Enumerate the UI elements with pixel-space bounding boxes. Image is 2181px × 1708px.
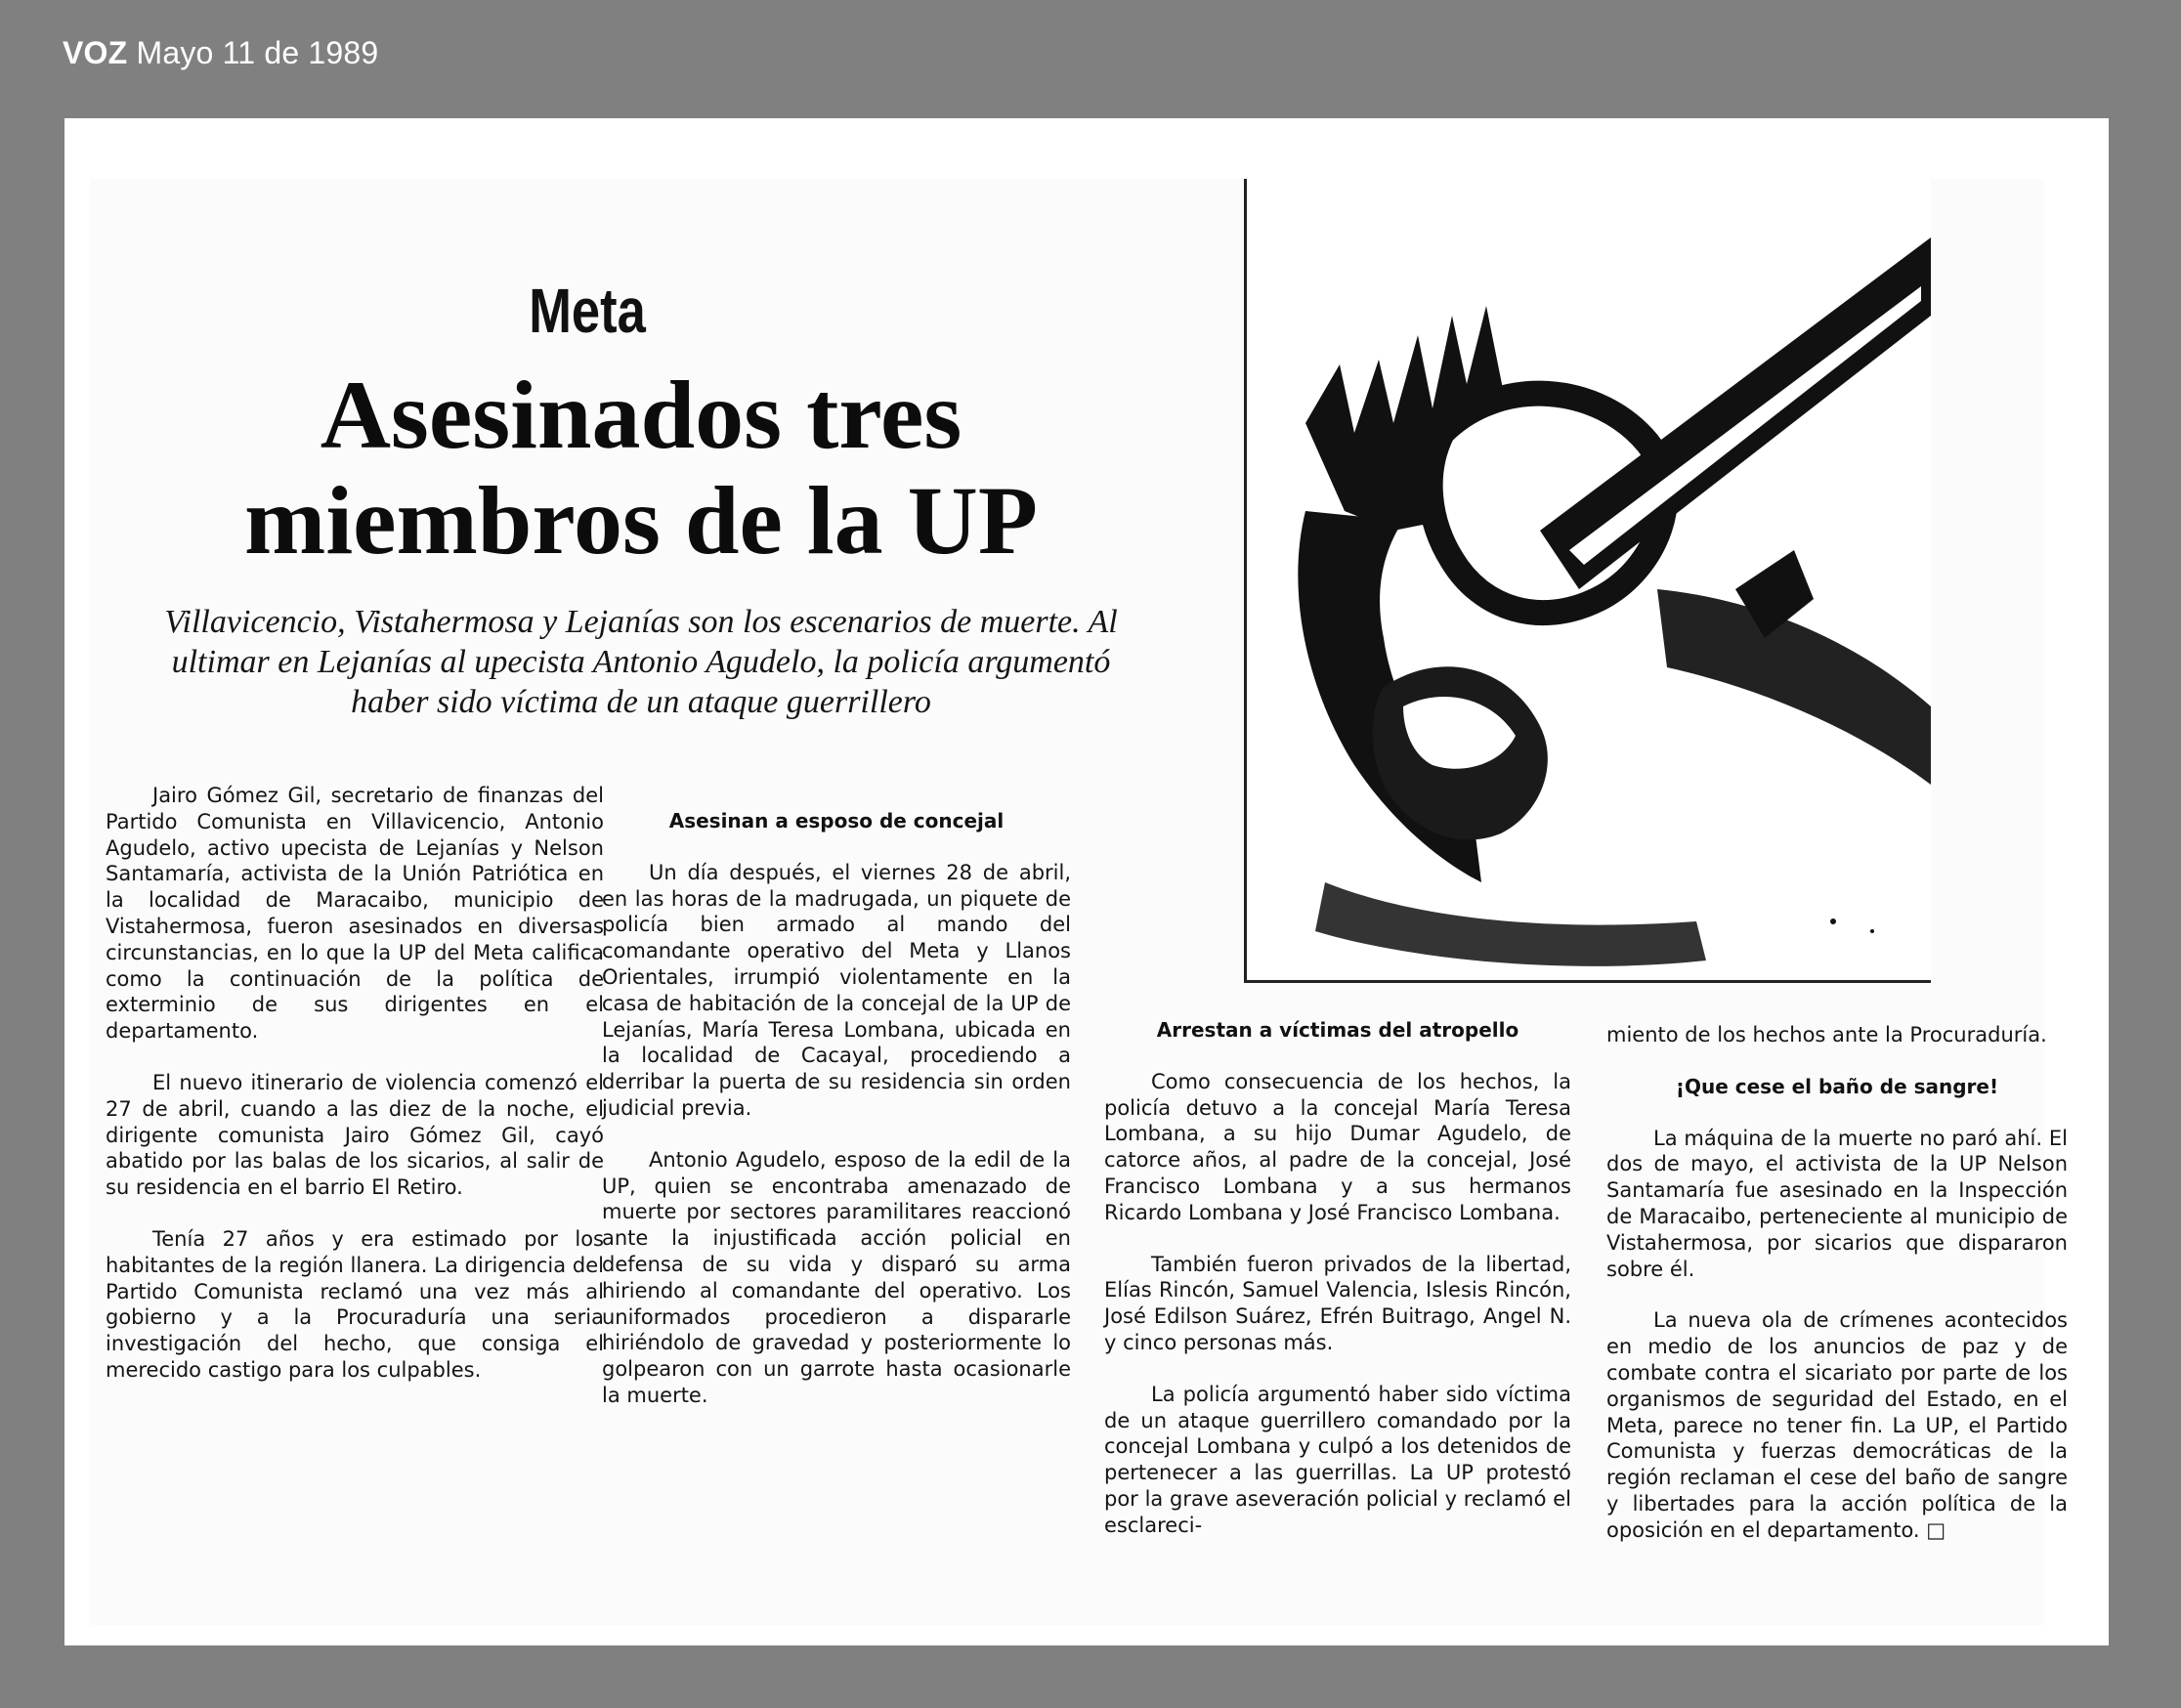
paragraph: Como consecuencia de los hechos, la policía detuvo a la concejal María Teresa Lombana, a su hijo Dumar Agudelo, de catorce años, al padre de la concejal, José Francisco Lombana y a sus hermanos Ricardo Lombana y José Francisco Lombana. [1104,1069,1571,1224]
column-2 [602,808,1071,1434]
paragraph: La policía argumentó haber sido víctima de un ataque guerrillero comandado por la concejal Lombana y culpó a los detenidos de pertenecer a las guerrillas. La UP protestó por la grave aseveración policial y reclamó el esclareci- [1104,1382,1571,1537]
headline-line-2: miembros de la UP [244,466,1038,575]
paragraph-continuation: miento de los hechos ante la Procuraduría. [1606,1023,2047,1046]
article-photo [1244,179,1931,983]
paragraph: Jairo Gómez Gil, secretario de finanzas del Partido Comunista en Villavicencio, Antonio Agudelo, activo upecista de Lejanías y Nelson Santamaría, activista de la Unión Patriótica en la localidad de Maracaibo, municipio de Vistahermosa, fueron asesinados en diversas circunstancias, en lo que la UP del Meta califica como la continuación de la política de exterminio de sus dirigentes en el departamento. [106,784,604,1044]
paragraph: Tenía 27 años y era estimado por los habitantes de la región llanera. La dirigencia del Partido Comunista reclamó una vez más al gobierno y a la Procuraduría una seria investigación del hecho, que consiga el merecido castigo para los culpables. [106,1226,604,1382]
paragraph: La máquina de la muerte no paró ahí. El dos de mayo, el activista de la UP Nelson Santamaría fue asesinado en la Inspección de Maracaibo, perteneciente al municipio de Vistahermosa, por sicarios que dispararon sobre él. [1606,1126,2068,1281]
column-3 [1104,1017,1571,1564]
column-1 [106,783,604,1409]
column-4 [1606,1022,2068,1569]
paragraph: También fueron privados de la libertad, Elías Rincón, Samuel Valencia, Islesis Rincón, José Edilson Suárez, Efrén Buitrago, Angel N. y cinco personas más. [1104,1252,1571,1354]
halftone-photo-icon [1247,179,1931,980]
headline [148,363,1134,574]
paragraph: El nuevo itinerario de violencia comenzó el 27 de abril, cuando a las diez de la noche, el dirigente comunista Jairo Gómez Gil, cayó abatido por las balas de los sicarios, al salir de su residencia en el barrio El Retiro. [106,1070,604,1200]
subheading: Asesinan a esposo de concejal [668,809,1005,833]
paragraph: Un día después, el viernes 28 de abril, en las horas de la madrugada, un piquete de policía bien armado al mando del comandante operativo del Meta y Llanos Orientales, irrumpió violentamente en la casa de habitación de la concejal de la UP de Lejanías, María Teresa Lombana, ubicada en la localidad de Cacayal, procediendo a derribar la puerta de su residencia sin orden judicial previa. [602,860,1071,1120]
page-header [63,35,378,71]
publication-date: Mayo 11 de 1989 [136,35,379,70]
paragraph: Antonio Agudelo, esposo de la edil de la UP, quien se encontraba amenazado de muerte por sectores paramilitares reaccionó ante la injustificada acción policial en defensa de su vida y disparó su arma hiriendo al comandante del operativo. Los uniformados procedieron a dispararle hiriéndolo de gravedad y posteriormente lo golpearon con un garrote hasta ocasionarle la muerte. [602,1147,1071,1407]
section-label: Meta [529,276,646,346]
headline-line-1: Asesinados tres [320,361,962,469]
publication-name: VOZ [63,35,128,70]
scan-sheet [64,118,2109,1645]
subheading: Arrestan a víctimas del atropello [1156,1018,1519,1042]
subheading: ¡Que cese el baño de sangre! [1675,1074,1999,1098]
deck-subtitle: Villavicencio, Vistahermosa y Lejanías son los escenarios de muerte. Al ultimar en Lejanías al upecista Antonio Agudelo, la policía argumentó haber sido víctima de un ataque guerrillero [164,604,1118,720]
paragraph: La nueva ola de crímenes acontecidos en medio de los anuncios de paz y de combate contra el sicariato por parte de los organismos de seguridad del Estado, en el Meta, parece no tener fin. La UP, el Partido Comunista y fuerzas democráticas de la región reclaman el cese del baño de sangre y libertades para la acción política de la oposición en el departamento. □ [1606,1308,2068,1542]
